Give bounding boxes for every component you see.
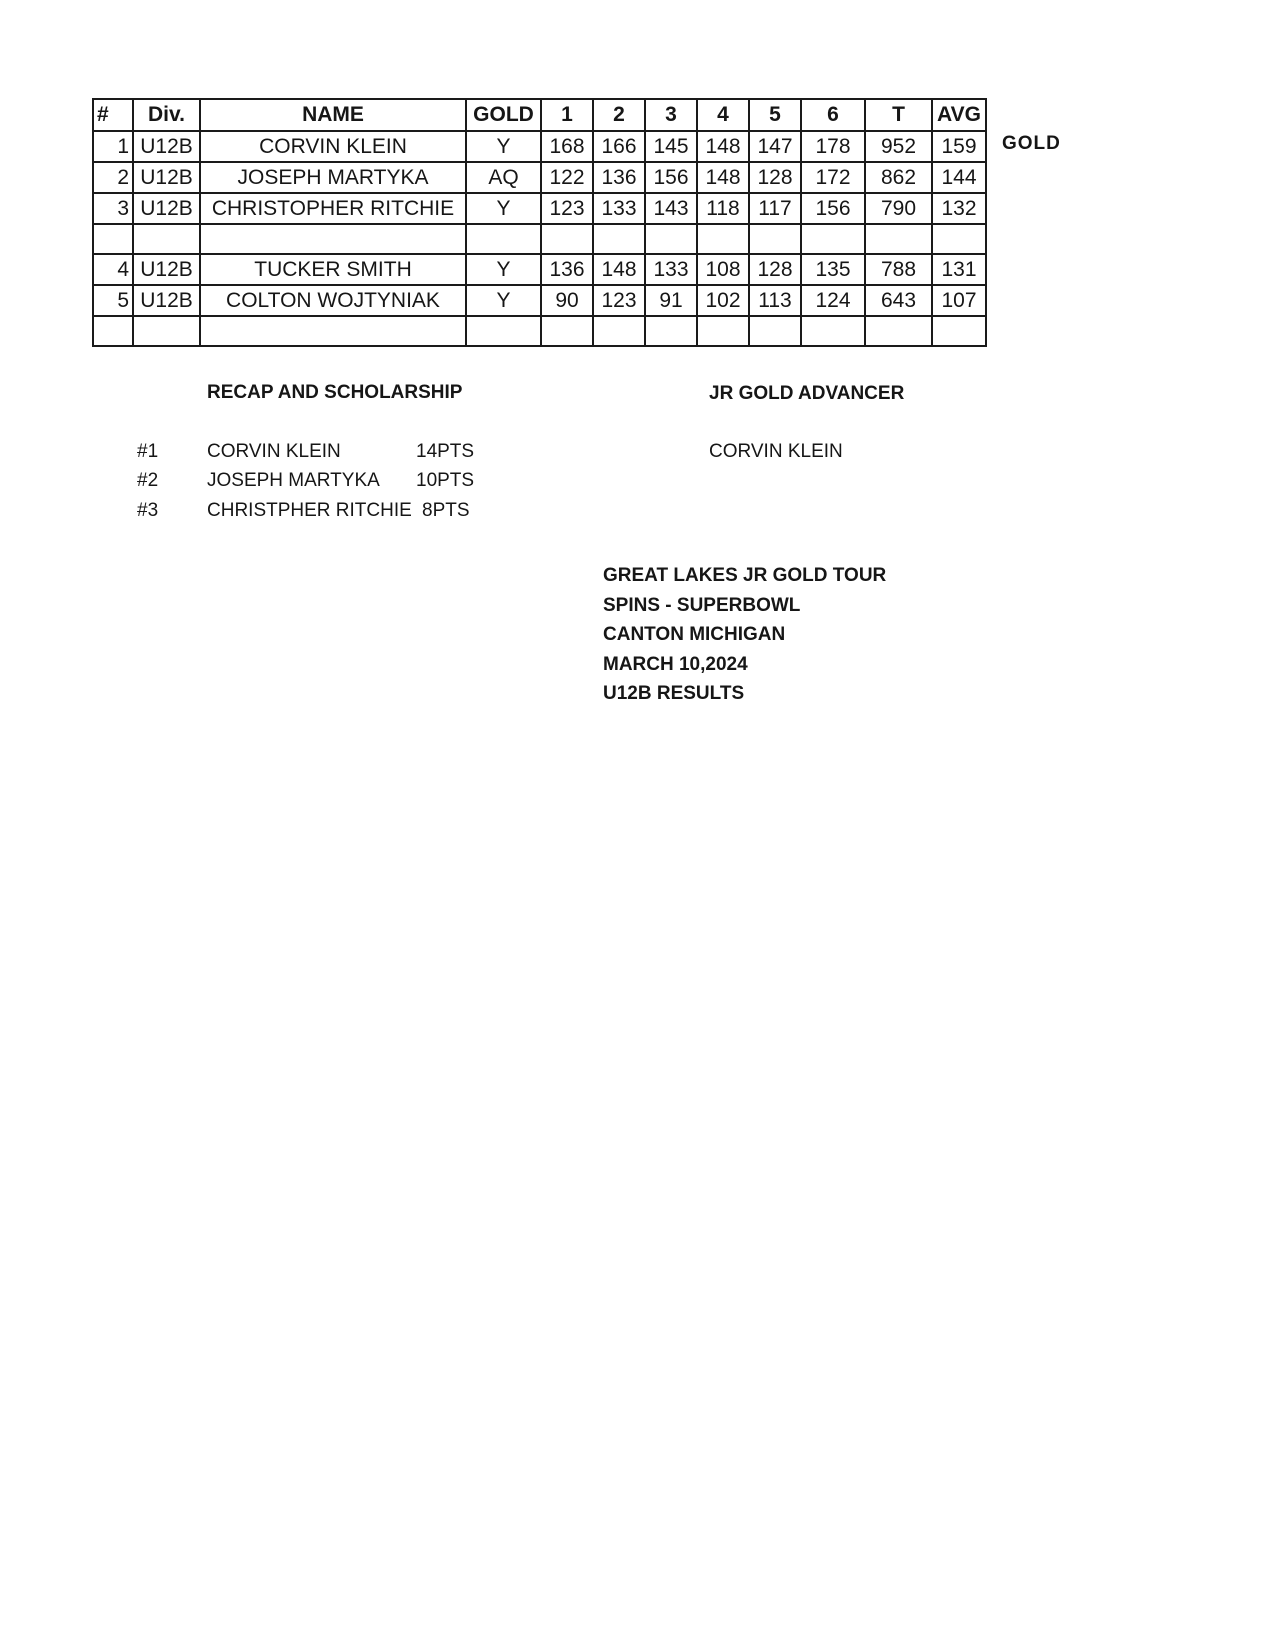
game-2-cell: 166 bbox=[593, 131, 645, 162]
division-cell: U12B bbox=[133, 254, 200, 285]
game-4-cell: 118 bbox=[697, 193, 749, 224]
empty-cell bbox=[93, 316, 133, 346]
average-cell: 159 bbox=[932, 131, 986, 162]
division-cell: U12B bbox=[133, 285, 200, 316]
game-3-cell: 156 bbox=[645, 162, 697, 193]
table-row bbox=[93, 131, 986, 162]
gold-cell: AQ bbox=[466, 162, 541, 193]
game-2-cell: 136 bbox=[593, 162, 645, 193]
average-cell: 107 bbox=[932, 285, 986, 316]
game-6-cell: 172 bbox=[801, 162, 865, 193]
header-cell: 5 bbox=[749, 99, 801, 131]
empty-cell bbox=[645, 224, 697, 254]
rank-cell: 1 bbox=[93, 131, 133, 162]
recap-points: 14PTS bbox=[416, 441, 475, 462]
gold-cell: Y bbox=[466, 285, 541, 316]
game-5-cell: 147 bbox=[749, 131, 801, 162]
recap-rank: #2 bbox=[137, 470, 159, 491]
game-5-cell: 128 bbox=[749, 254, 801, 285]
header-cell: T bbox=[865, 99, 932, 131]
empty-cell bbox=[865, 316, 932, 346]
event-date: MARCH 10,2024 bbox=[603, 653, 748, 675]
game-1-cell: 90 bbox=[541, 285, 593, 316]
header-cell: 3 bbox=[645, 99, 697, 131]
game-5-cell: 117 bbox=[749, 193, 801, 224]
empty-cell bbox=[932, 224, 986, 254]
event-location: CANTON MICHIGAN bbox=[603, 624, 786, 645]
game-6-cell: 178 bbox=[801, 131, 865, 162]
game-3-cell: 145 bbox=[645, 131, 697, 162]
recap-rank: #3 bbox=[137, 500, 159, 521]
game-5-cell: 113 bbox=[749, 285, 801, 316]
empty-cell bbox=[466, 224, 541, 254]
table-row bbox=[93, 162, 986, 193]
empty-cell bbox=[801, 224, 865, 254]
recap-name: JOSEPH MARTYKA bbox=[207, 470, 380, 491]
header-cell: NAME bbox=[200, 99, 466, 131]
game-6-cell: 124 bbox=[801, 285, 865, 316]
empty-cell bbox=[541, 224, 593, 254]
recap-name: CHRISTPHER RITCHIE bbox=[207, 500, 412, 521]
empty-cell bbox=[593, 224, 645, 254]
event-results-label: U12B RESULTS bbox=[603, 683, 745, 704]
name-cell: TUCKER SMITH bbox=[200, 254, 466, 285]
empty-cell bbox=[697, 224, 749, 254]
game-1-cell: 122 bbox=[541, 162, 593, 193]
game-2-cell: 123 bbox=[593, 285, 645, 316]
empty-cell bbox=[697, 316, 749, 346]
total-cell: 790 bbox=[865, 193, 932, 224]
game-4-cell: 148 bbox=[697, 162, 749, 193]
header-cell: AVG bbox=[932, 99, 986, 131]
spacer-row bbox=[93, 224, 986, 254]
name-cell: JOSEPH MARTYKA bbox=[200, 162, 466, 193]
gold-note: GOLD bbox=[1002, 133, 1061, 154]
game-4-cell: 102 bbox=[697, 285, 749, 316]
event-venue: SPINS - SUPERBOWL bbox=[603, 594, 801, 616]
event-info bbox=[603, 561, 886, 709]
empty-cell bbox=[200, 316, 466, 346]
game-6-cell: 156 bbox=[801, 193, 865, 224]
recap-points: 10PTS bbox=[416, 470, 475, 491]
rank-cell: 4 bbox=[93, 254, 133, 285]
division-cell: U12B bbox=[133, 131, 200, 162]
empty-cell bbox=[645, 316, 697, 346]
empty-cell bbox=[200, 224, 466, 254]
rank-cell: 5 bbox=[93, 285, 133, 316]
game-4-cell: 108 bbox=[697, 254, 749, 285]
header-cell: 2 bbox=[593, 99, 645, 131]
gold-cell: Y bbox=[466, 131, 541, 162]
gold-cell: Y bbox=[466, 254, 541, 285]
table-row bbox=[93, 193, 986, 224]
event-tour: GREAT LAKES JR GOLD TOUR bbox=[603, 565, 887, 586]
recap-rank: #1 bbox=[137, 441, 159, 462]
empty-cell bbox=[133, 316, 200, 346]
name-cell: CORVIN KLEIN bbox=[200, 131, 466, 162]
game-4-cell: 148 bbox=[697, 131, 749, 162]
table-row bbox=[93, 285, 986, 316]
spacer-row bbox=[93, 316, 986, 346]
game-5-cell: 128 bbox=[749, 162, 801, 193]
total-cell: 862 bbox=[865, 162, 932, 193]
empty-cell bbox=[93, 224, 133, 254]
game-1-cell: 136 bbox=[541, 254, 593, 285]
empty-cell bbox=[749, 224, 801, 254]
name-cell: COLTON WOJTYNIAK bbox=[200, 285, 466, 316]
empty-cell bbox=[932, 316, 986, 346]
header-cell: 6 bbox=[801, 99, 865, 131]
division-cell: U12B bbox=[133, 162, 200, 193]
empty-cell bbox=[749, 316, 801, 346]
game-1-cell: 123 bbox=[541, 193, 593, 224]
recap-title: RECAP AND SCHOLARSHIP bbox=[207, 382, 463, 403]
header-cell: 4 bbox=[697, 99, 749, 131]
advancer-title: JR GOLD ADVANCER bbox=[709, 383, 905, 404]
game-3-cell: 143 bbox=[645, 193, 697, 224]
recap-name: CORVIN KLEIN bbox=[207, 441, 341, 462]
advancer-name: CORVIN KLEIN bbox=[709, 441, 843, 462]
game-2-cell: 148 bbox=[593, 254, 645, 285]
total-cell: 788 bbox=[865, 254, 932, 285]
empty-cell bbox=[133, 224, 200, 254]
header-row bbox=[93, 99, 986, 131]
average-cell: 131 bbox=[932, 254, 986, 285]
division-cell: U12B bbox=[133, 193, 200, 224]
empty-cell bbox=[801, 316, 865, 346]
header-cell: 1 bbox=[541, 99, 593, 131]
total-cell: 643 bbox=[865, 285, 932, 316]
header-cell: Div. bbox=[133, 99, 200, 131]
header-cell: GOLD bbox=[466, 99, 541, 131]
recap-points: 8PTS bbox=[422, 500, 470, 521]
average-cell: 132 bbox=[932, 193, 986, 224]
game-6-cell: 135 bbox=[801, 254, 865, 285]
rank-cell: 2 bbox=[93, 162, 133, 193]
game-1-cell: 168 bbox=[541, 131, 593, 162]
total-cell: 952 bbox=[865, 131, 932, 162]
empty-cell bbox=[865, 224, 932, 254]
game-3-cell: 133 bbox=[645, 254, 697, 285]
table-row bbox=[93, 254, 986, 285]
empty-cell bbox=[593, 316, 645, 346]
gold-cell: Y bbox=[466, 193, 541, 224]
game-3-cell: 91 bbox=[645, 285, 697, 316]
average-cell: 144 bbox=[932, 162, 986, 193]
rank-cell: 3 bbox=[93, 193, 133, 224]
header-cell: # bbox=[93, 99, 133, 131]
empty-cell bbox=[466, 316, 541, 346]
empty-cell bbox=[541, 316, 593, 346]
results-table bbox=[92, 98, 987, 347]
name-cell: CHRISTOPHER RITCHIE bbox=[200, 193, 466, 224]
game-2-cell: 133 bbox=[593, 193, 645, 224]
